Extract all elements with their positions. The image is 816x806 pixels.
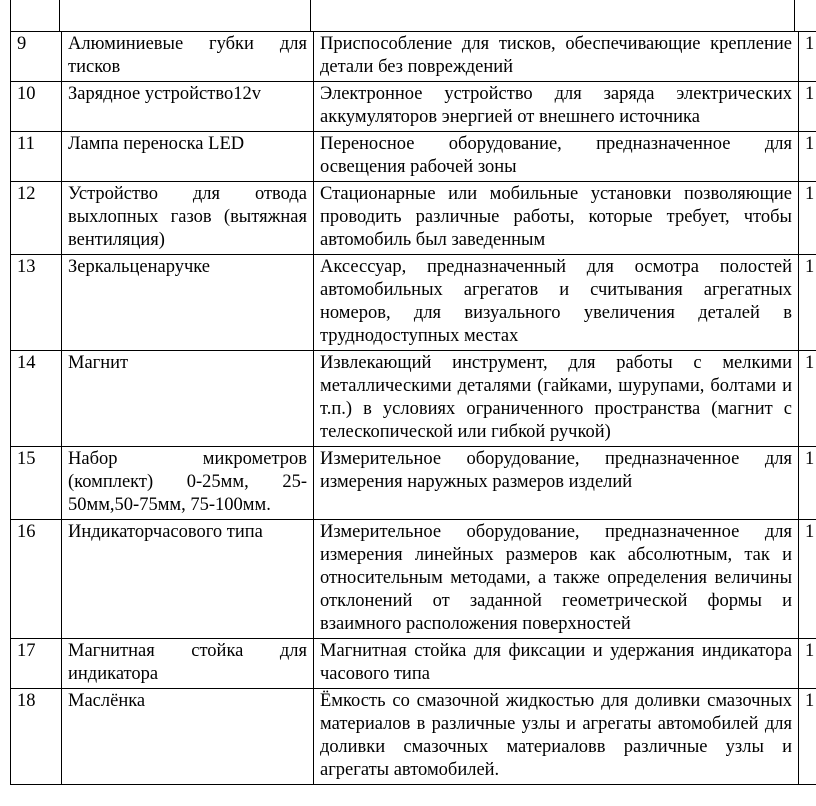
item-name: Зарядное устройство12v — [62, 82, 314, 132]
item-name: Набор микрометров (комплект) 0-25мм, 25-50мм,50-75мм, 75-100мм. — [62, 447, 314, 520]
row-number: 13 — [11, 255, 62, 351]
item-description: Аксессуар, предназначенный для осмотра полостей автомобильных агрегатов и считывания агрегатных номеров, для визуального увеличения деталей в труднодоступных местах — [314, 255, 799, 351]
column-divider — [59, 0, 60, 31]
item-name: Магнитная стойка для индикатора — [62, 639, 314, 689]
item-description: Стационарные или мобильные установки позволяющие проводить различные работы, которые требует, чтобы автомобиль был заведенным — [314, 182, 799, 255]
table-row — [11, 32, 816, 82]
row-number: 15 — [11, 447, 62, 520]
table-row — [11, 255, 816, 351]
item-description: Приспособление для тисков, обеспечивающие крепление детали без повреждений — [314, 32, 799, 82]
table-row — [11, 182, 816, 255]
row-number: 18 — [11, 689, 62, 785]
item-description: Магнитная стойка для фиксации и удержания индикатора часового типа — [314, 639, 799, 689]
item-quantity: 1 — [799, 520, 816, 639]
item-description: Переносное оборудование, предназначенное для освещения рабочей зоны — [314, 132, 799, 182]
item-name: Лампа переноска LED — [62, 132, 314, 182]
table-row — [11, 82, 816, 132]
table-top-continuation — [10, 0, 816, 31]
item-quantity: 1 — [799, 689, 816, 785]
item-name: Маслёнка — [62, 689, 314, 785]
item-name: Зеркальценаручке — [62, 255, 314, 351]
item-description: Измерительное оборудование, предназначенное для измерения линейных размеров как абсолютным, так и относительным методами, а также определения величины отклонений от заданной геометрической формы и взаимного расположения поверхностей — [314, 520, 799, 639]
item-name: Устройство для отвода выхлопных газов (вытяжная вентиляция) — [62, 182, 314, 255]
row-number: 11 — [11, 132, 62, 182]
column-divider — [310, 0, 311, 31]
item-description: Извлекающий инструмент, для работы с мелкими металлическими деталями (гайками, шурупами, болтами и т.п.) в условиях ограниченного пространства (магнит с телескопической или гибкой ручкой) — [314, 351, 799, 447]
item-quantity: 1 — [799, 351, 816, 447]
item-description: Измерительное оборудование, предназначенное для измерения наружных размеров изделий — [314, 447, 799, 520]
item-name: Алюминиевые губки для тисков — [62, 32, 314, 82]
item-quantity: 1 — [799, 32, 816, 82]
item-description: Ёмкость со смазочной жидкостью для доливки смазочных материалов в различные узлы и агрегаты автомобилей для доливки смазочных материаловв различные узлы и агрегаты автомобилей. — [314, 689, 799, 785]
row-number: 14 — [11, 351, 62, 447]
row-number: 10 — [11, 82, 62, 132]
table-row — [11, 520, 816, 639]
table-row — [11, 689, 816, 785]
item-description: Электронное устройство для заряда электрических аккумуляторов энергией от внешнего источника — [314, 82, 799, 132]
row-number: 12 — [11, 182, 62, 255]
table-row — [11, 132, 816, 182]
row-number: 16 — [11, 520, 62, 639]
table-row — [11, 447, 816, 520]
table-row — [11, 639, 816, 689]
item-quantity: 1 — [799, 132, 816, 182]
item-quantity: 1 — [799, 447, 816, 520]
table-row — [11, 351, 816, 447]
item-quantity: 1 — [799, 255, 816, 351]
table-body — [11, 32, 816, 785]
item-name: Магнит — [62, 351, 314, 447]
equipment-table — [10, 31, 816, 785]
item-quantity: 1 — [799, 639, 816, 689]
item-quantity: 1 — [799, 182, 816, 255]
column-divider — [794, 0, 795, 31]
row-number: 9 — [11, 32, 62, 82]
item-quantity: 1 — [799, 82, 816, 132]
row-number: 17 — [11, 639, 62, 689]
item-name: Индикаторчасового типа — [62, 520, 314, 639]
